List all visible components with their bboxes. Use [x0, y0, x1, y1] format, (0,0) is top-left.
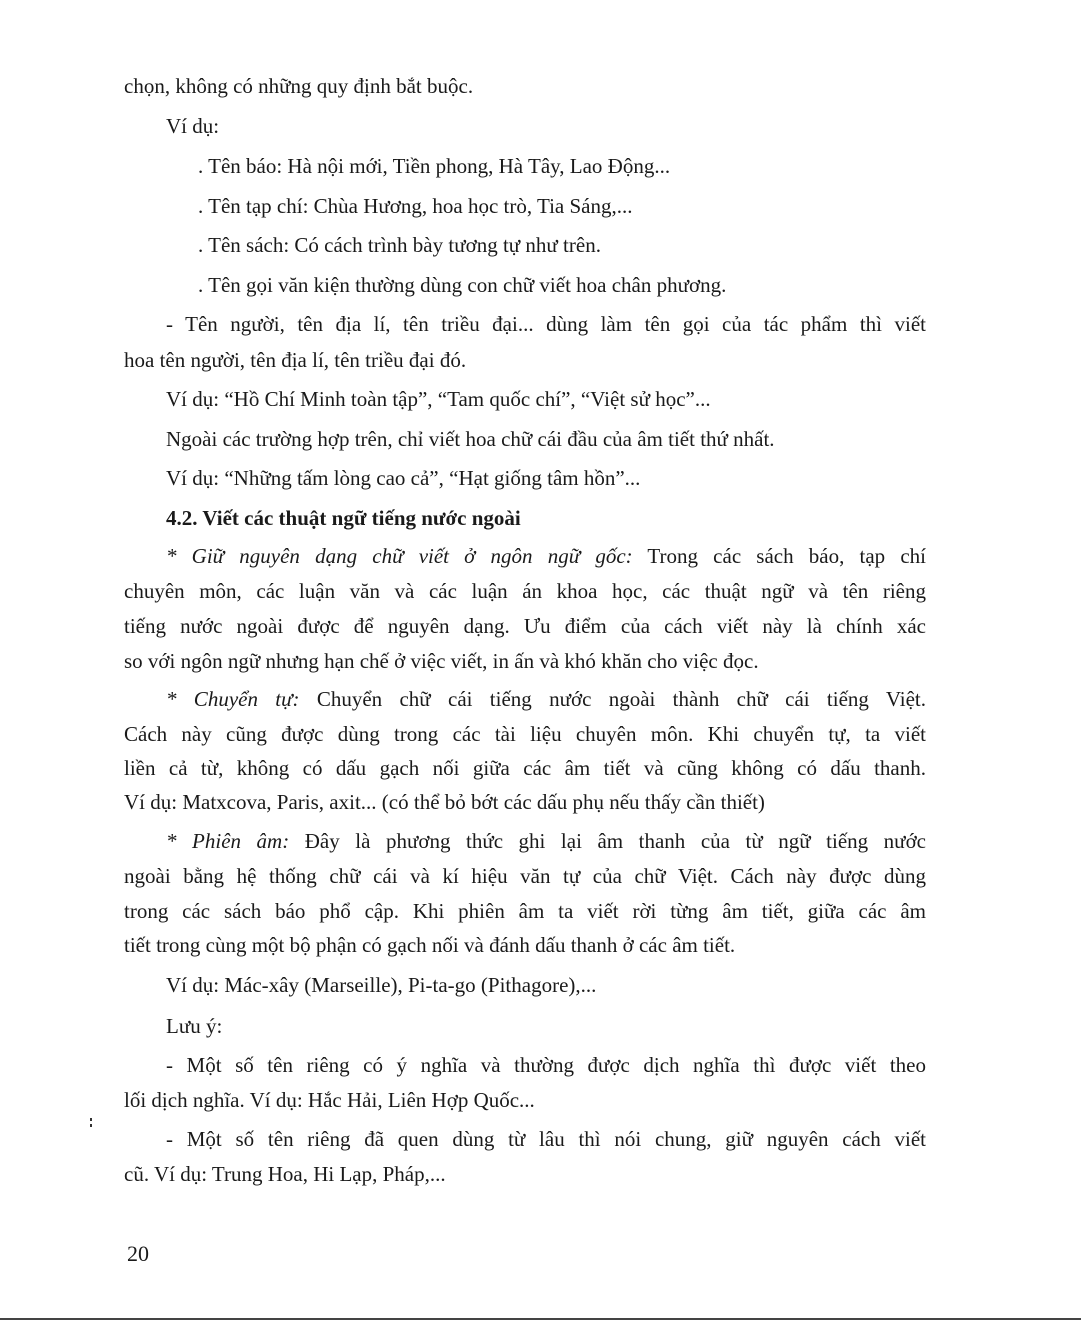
text-line: Ví dụ: Matxcova, Paris, axit... (có thể bỏ bớt các dấu phụ nếu thấy cần thiết)	[124, 790, 765, 814]
text-line: hoa tên người, tên địa lí, tên triều đại đó.	[124, 348, 467, 372]
text-line: liền cả từ, không có dấu gạch nối giữa các âm tiết và cũng không có dấu thanh.	[124, 756, 926, 780]
text-line: tiếng nước ngoài được để nguyên dạng. Ưu điểm của cách viết này là chính xác	[124, 614, 926, 638]
paragraph-line	[166, 686, 926, 712]
text-line: Ví dụ:	[166, 114, 220, 138]
page-number: 20	[127, 1241, 149, 1266]
text-line: Ví dụ: “Hồ Chí Minh toàn tập”, “Tam quốc chí”, “Việt sử học”...	[166, 387, 711, 411]
list-item: . Tên báo: Hà nội mới, Tiền phong, Hà Tây, Lao Động...	[198, 154, 671, 178]
text-line: chuyên môn, các luận văn và các luận án khoa học, các thuật ngữ và tên riêng	[124, 579, 926, 603]
text-line: lối dịch nghĩa. Ví dụ: Hắc Hải, Liên Hợp Quốc...	[124, 1088, 535, 1112]
text-line: cũ. Ví dụ: Trung Hoa, Hi Lạp, Pháp,...	[124, 1162, 446, 1186]
text-fragment: Trong các sách báo, tạp chí	[632, 544, 926, 568]
text-line: trong các sách báo phổ cập. Khi phiên âm ta viết rời từng âm tiết, giữa các âm	[124, 899, 926, 923]
term-label: * Phiên âm:	[166, 829, 290, 853]
term-label: * Giữ nguyên dạng chữ viết ở ngôn ngữ gốc:	[166, 544, 633, 568]
text-line: so với ngôn ngữ nhưng hạn chế ở việc viết, in ấn và khó khăn cho việc đọc.	[124, 649, 759, 673]
list-item: . Tên tạp chí: Chùa Hương, hoa học trò, Tia Sáng,...	[198, 194, 633, 218]
text-line: - Một số tên riêng đã quen dùng từ lâu thì nói chung, giữ nguyên cách viết	[166, 1127, 926, 1151]
text-line: - Một số tên riêng có ý nghĩa và thường được dịch nghĩa thì được viết theo	[166, 1053, 926, 1077]
text-line: Ví dụ: Mác-xây (Marseille), Pi-ta-go (Pithagore),...	[166, 973, 597, 997]
text-line: chọn, không có những quy định bắt buộc.	[124, 74, 474, 98]
section-heading: 4.2. Viết các thuật ngữ tiếng nước ngoài	[166, 506, 521, 530]
margin-mark	[90, 1118, 93, 1134]
list-item: . Tên gọi văn kiện thường dùng con chữ viết hoa chân phương.	[198, 273, 727, 297]
text-line: Cách này cũng được dùng trong các tài liệu chuyên môn. Khi chuyển tự, ta viết	[124, 722, 926, 746]
text-line: tiết trong cùng một bộ phận có gạch nối và đánh dấu thanh ở các âm tiết.	[124, 933, 736, 957]
list-item: . Tên sách: Có cách trình bày tương tự như trên.	[198, 233, 601, 257]
paragraph-line	[166, 543, 926, 569]
text-line: - Tên người, tên địa lí, tên triều đại... dùng làm tên gọi của tác phẩm thì viết	[166, 312, 926, 336]
text-fragment: Chuyển chữ cái tiếng nước ngoài thành chữ cái tiếng Việt.	[299, 687, 926, 711]
term-label: * Chuyển tự:	[166, 687, 300, 711]
text-line: Ví dụ: “Những tấm lòng cao cả”, “Hạt giống tâm hồn”...	[166, 466, 641, 490]
paragraph-line	[166, 828, 926, 854]
text-line: ngoài bằng hệ thống chữ cái và kí hiệu văn tự của chữ Việt. Cách này được dùng	[124, 864, 926, 888]
text-line: Ngoài các trường hợp trên, chỉ viết hoa chữ cái đầu của âm tiết thứ nhất.	[166, 427, 775, 451]
text-fragment: Đây là phương thức ghi lại âm thanh của từ ngữ tiếng nước	[289, 829, 926, 853]
page-edge-divider	[0, 1318, 1081, 1320]
text-line: Lưu ý:	[166, 1014, 223, 1038]
